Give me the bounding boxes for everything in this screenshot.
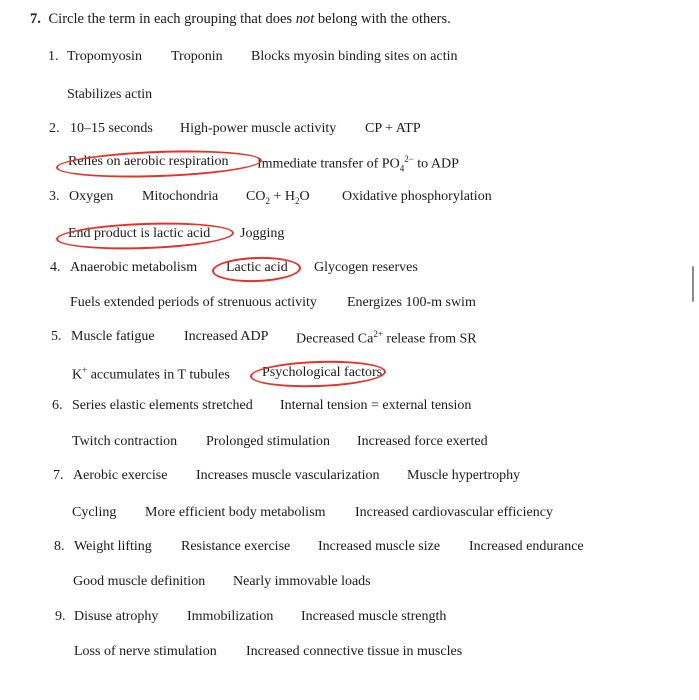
term: Prolonged stimulation: [206, 434, 331, 449]
scrollbar-thumb[interactable]: [692, 266, 694, 302]
term: Fuels extended periods of strenuous activity: [70, 295, 317, 310]
term: Disuse atrophy: [74, 609, 159, 624]
question-number: 7.: [30, 11, 41, 27]
term: Stabilizes actin: [67, 87, 153, 102]
term: Increased ADP: [184, 329, 269, 344]
term-circled: Relies on aerobic respiration: [68, 154, 229, 169]
item-number: 9.: [55, 609, 66, 624]
term: Increased endurance: [469, 539, 584, 554]
term-text: K: [72, 367, 83, 383]
term: [257, 154, 459, 173]
item-number: 2.: [49, 121, 60, 136]
term-text: accumulates in T tubules: [90, 367, 230, 383]
term: Blocks myosin binding sites on actin: [251, 49, 458, 64]
term: Nearly immovable loads: [233, 574, 371, 589]
term: [296, 329, 477, 348]
term-circled: Lactic acid: [226, 260, 288, 275]
item-number: 7.: [53, 468, 64, 483]
term-text: + H: [273, 189, 295, 204]
term-text: to ADP: [417, 156, 459, 172]
term: Series elastic elements stretched: [72, 398, 253, 413]
term: Increased connective tissue in muscles: [246, 644, 463, 659]
term: Weight lifting: [74, 539, 152, 554]
subscript: 2: [294, 195, 300, 206]
question-text-start: Circle the term in each grouping that does: [48, 11, 293, 27]
term: [246, 189, 310, 206]
term: Tropomyosin: [67, 49, 142, 64]
term: Internal tension = external tension: [280, 398, 472, 413]
term: Resistance exercise: [181, 539, 291, 554]
term-circled: Psychological factors: [262, 365, 383, 380]
term: 10–15 seconds: [70, 121, 153, 136]
term: Increased cardiovascular efficiency: [355, 505, 553, 520]
term-text: O: [299, 189, 310, 204]
term: Increased muscle size: [318, 539, 441, 554]
term-text: Decreased Ca: [296, 331, 374, 347]
question-text-end: belong with the others.: [317, 11, 451, 27]
term-text: CO: [246, 189, 266, 204]
item-number: 3.: [49, 189, 60, 204]
superscript: 2−: [404, 154, 414, 164]
term: Muscle fatigue: [71, 329, 155, 344]
term: Troponin: [171, 49, 223, 64]
term: Energizes 100-m swim: [347, 295, 476, 310]
subscript: 4: [399, 163, 405, 174]
term-text: release from SR: [386, 331, 477, 347]
term: Aerobic exercise: [73, 468, 168, 483]
term: High-power muscle activity: [180, 121, 337, 136]
subscript: 2: [265, 195, 270, 206]
item-number: 6.: [52, 398, 63, 413]
term: Mitochondria: [142, 189, 219, 204]
term: CP + ATP: [365, 121, 421, 136]
term: Glycogen reserves: [314, 260, 418, 275]
term-circled: End product is lactic acid: [68, 226, 211, 241]
term: Twitch contraction: [72, 434, 178, 449]
item-number: 8.: [54, 539, 65, 554]
term-text: Immediate transfer of PO: [257, 156, 400, 172]
term: Muscle hypertrophy: [407, 468, 521, 483]
term: Increased force exerted: [357, 434, 488, 449]
item-number: 4.: [50, 260, 61, 275]
item-number: 1.: [48, 49, 59, 64]
term: Increased muscle strength: [301, 609, 447, 624]
term: Cycling: [72, 505, 117, 520]
superscript: +: [82, 365, 88, 375]
superscript: 2+: [373, 329, 383, 339]
term: Good muscle definition: [73, 574, 206, 589]
item-number: 5.: [51, 329, 62, 344]
term: [72, 365, 230, 384]
question-title: [30, 11, 451, 28]
term: Oxygen: [69, 189, 114, 204]
term: More efficient body metabolism: [145, 505, 326, 520]
term: Jogging: [240, 226, 285, 241]
term: Oxidative phosphorylation: [342, 189, 492, 204]
term: Increases muscle vascularization: [196, 468, 380, 483]
question-text-emphasis: not: [295, 11, 315, 27]
term: Loss of nerve stimulation: [74, 644, 217, 659]
term: Immobilization: [187, 609, 274, 624]
term: Anaerobic metabolism: [70, 260, 198, 275]
